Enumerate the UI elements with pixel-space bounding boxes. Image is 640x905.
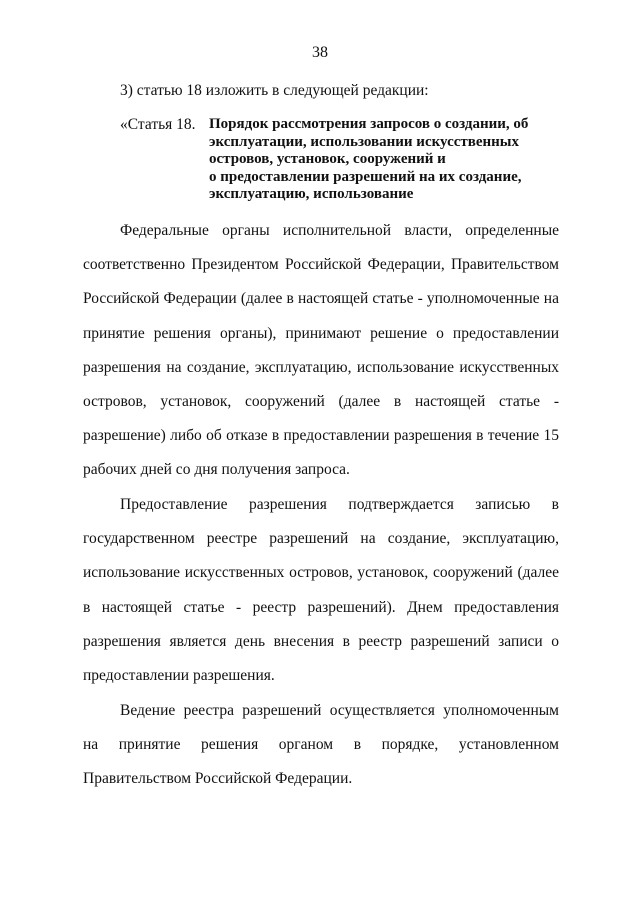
amendment-intro: 3) статью 18 изложить в следующей редакции: bbox=[120, 82, 429, 99]
article-title-line: островов, установок, сооружений и bbox=[209, 151, 446, 167]
article-title-line: эксплуатацию, использование bbox=[209, 186, 414, 202]
article-title-line: Порядок рассмотрения запросов о создании, об bbox=[209, 116, 529, 132]
article-title bbox=[209, 116, 559, 204]
body-paragraph: Ведение реестра разрешений осуществляется уполномоченным на принятие решения органом в порядке, установленном Правительством Российской Федерации. bbox=[83, 702, 559, 788]
body-paragraph: Федеральные органы исполнительной власти, определенные соответственно Президентом Российской Федерации, Правительством Российской Федерации (далее в настоящей статье - уполномоченные на принятие решения органы), принимают решение о предоставлении разрешения на создание, эксплуатацию, использование искусственных островов, установок, сооружений (далее в настоящей статье - разрешение) либо об отказе в предоставлении разрешения в течение 15 рабочих дней со дня получения запроса. bbox=[83, 222, 559, 479]
article-title-line: о предоставлении разрешений на их создание, bbox=[209, 168, 522, 185]
page-number: 38 bbox=[312, 44, 328, 61]
article-title-line: эксплуатации, использовании искусственных bbox=[209, 133, 520, 150]
body-paragraph: Предоставление разрешения подтверждается записью в государственном реестре разрешений на создание, эксплуатацию, использование искусственных островов, установок, сооружений (далее в настоящей статье - реестр разрешений). Днем предоставления разрешения является день внесения в реестр разрешений записи о предоставлении разрешения. bbox=[83, 496, 559, 685]
article-number: «Статья 18. bbox=[120, 116, 196, 133]
